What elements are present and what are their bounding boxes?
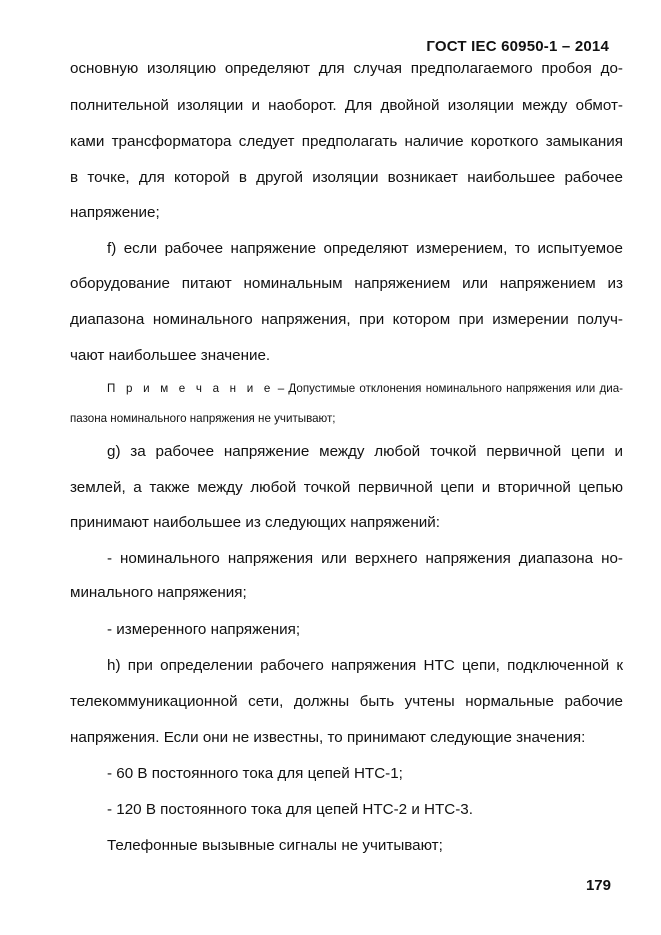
- text-line: телекоммуникационной сети, должны быть учтены нормальные рабочие: [70, 693, 623, 710]
- text-line: минального напряжения;: [70, 584, 247, 601]
- document-header: ГОСТ IEC 60950-1 – 2014: [426, 38, 609, 55]
- note-line-2: пазона номинального напряжения не учитывают;: [70, 412, 336, 425]
- note-line-1: [107, 380, 623, 398]
- note-text: – Допустимые отклонения номинального напряжения или диа-: [273, 382, 624, 395]
- note-label: П р и м е ч а н и е: [107, 382, 274, 395]
- text-line: основную изоляцию определяют для случая предполагаемого пробоя до-: [70, 60, 623, 77]
- text-line: h) при определении рабочего напряжения НТС цепи, подключенной к: [107, 657, 623, 674]
- text-line: землей, а также между любой точкой первичной цепи и вторичной цепью: [70, 479, 623, 496]
- text-line: принимают наибольшее из следующих напряжений:: [70, 514, 440, 531]
- text-line: полнительной изоляции и наоборот. Для двойной изоляции между обмот-: [70, 97, 623, 114]
- text-line: ками трансформатора следует предполагать наличие короткого замыкания: [70, 133, 623, 150]
- text-line: Телефонные вызывные сигналы не учитывают;: [107, 837, 443, 854]
- list-item: - измеренного напряжения;: [107, 621, 301, 638]
- text-line: f) если рабочее напряжение определяют измерением, то испытуемое: [107, 240, 623, 257]
- text-line: чают наибольшее значение.: [70, 347, 271, 364]
- text-line: оборудование питают номинальным напряжением или напряжением из: [70, 275, 623, 292]
- list-item: - 60 В постоянного тока для цепей НТС-1;: [107, 765, 403, 782]
- text-line: в точке, для которой в другой изоляции возникает наибольшее рабочее: [70, 169, 623, 186]
- text-line: напряжение;: [70, 204, 160, 221]
- text-line: напряжения. Если они не известны, то принимают следующие значения:: [70, 729, 586, 746]
- page-number: 179: [585, 877, 611, 894]
- list-item: - 120 В постоянного тока для цепей НТС-2 и НТС-3.: [107, 801, 473, 818]
- text-line: g) за рабочее напряжение между любой точкой первичной цепи и: [107, 443, 623, 460]
- text-line: диапазона номинального напряжения, при котором при измерении получ-: [70, 311, 623, 328]
- list-item: - номинального напряжения или верхнего напряжения диапазона но-: [107, 550, 623, 567]
